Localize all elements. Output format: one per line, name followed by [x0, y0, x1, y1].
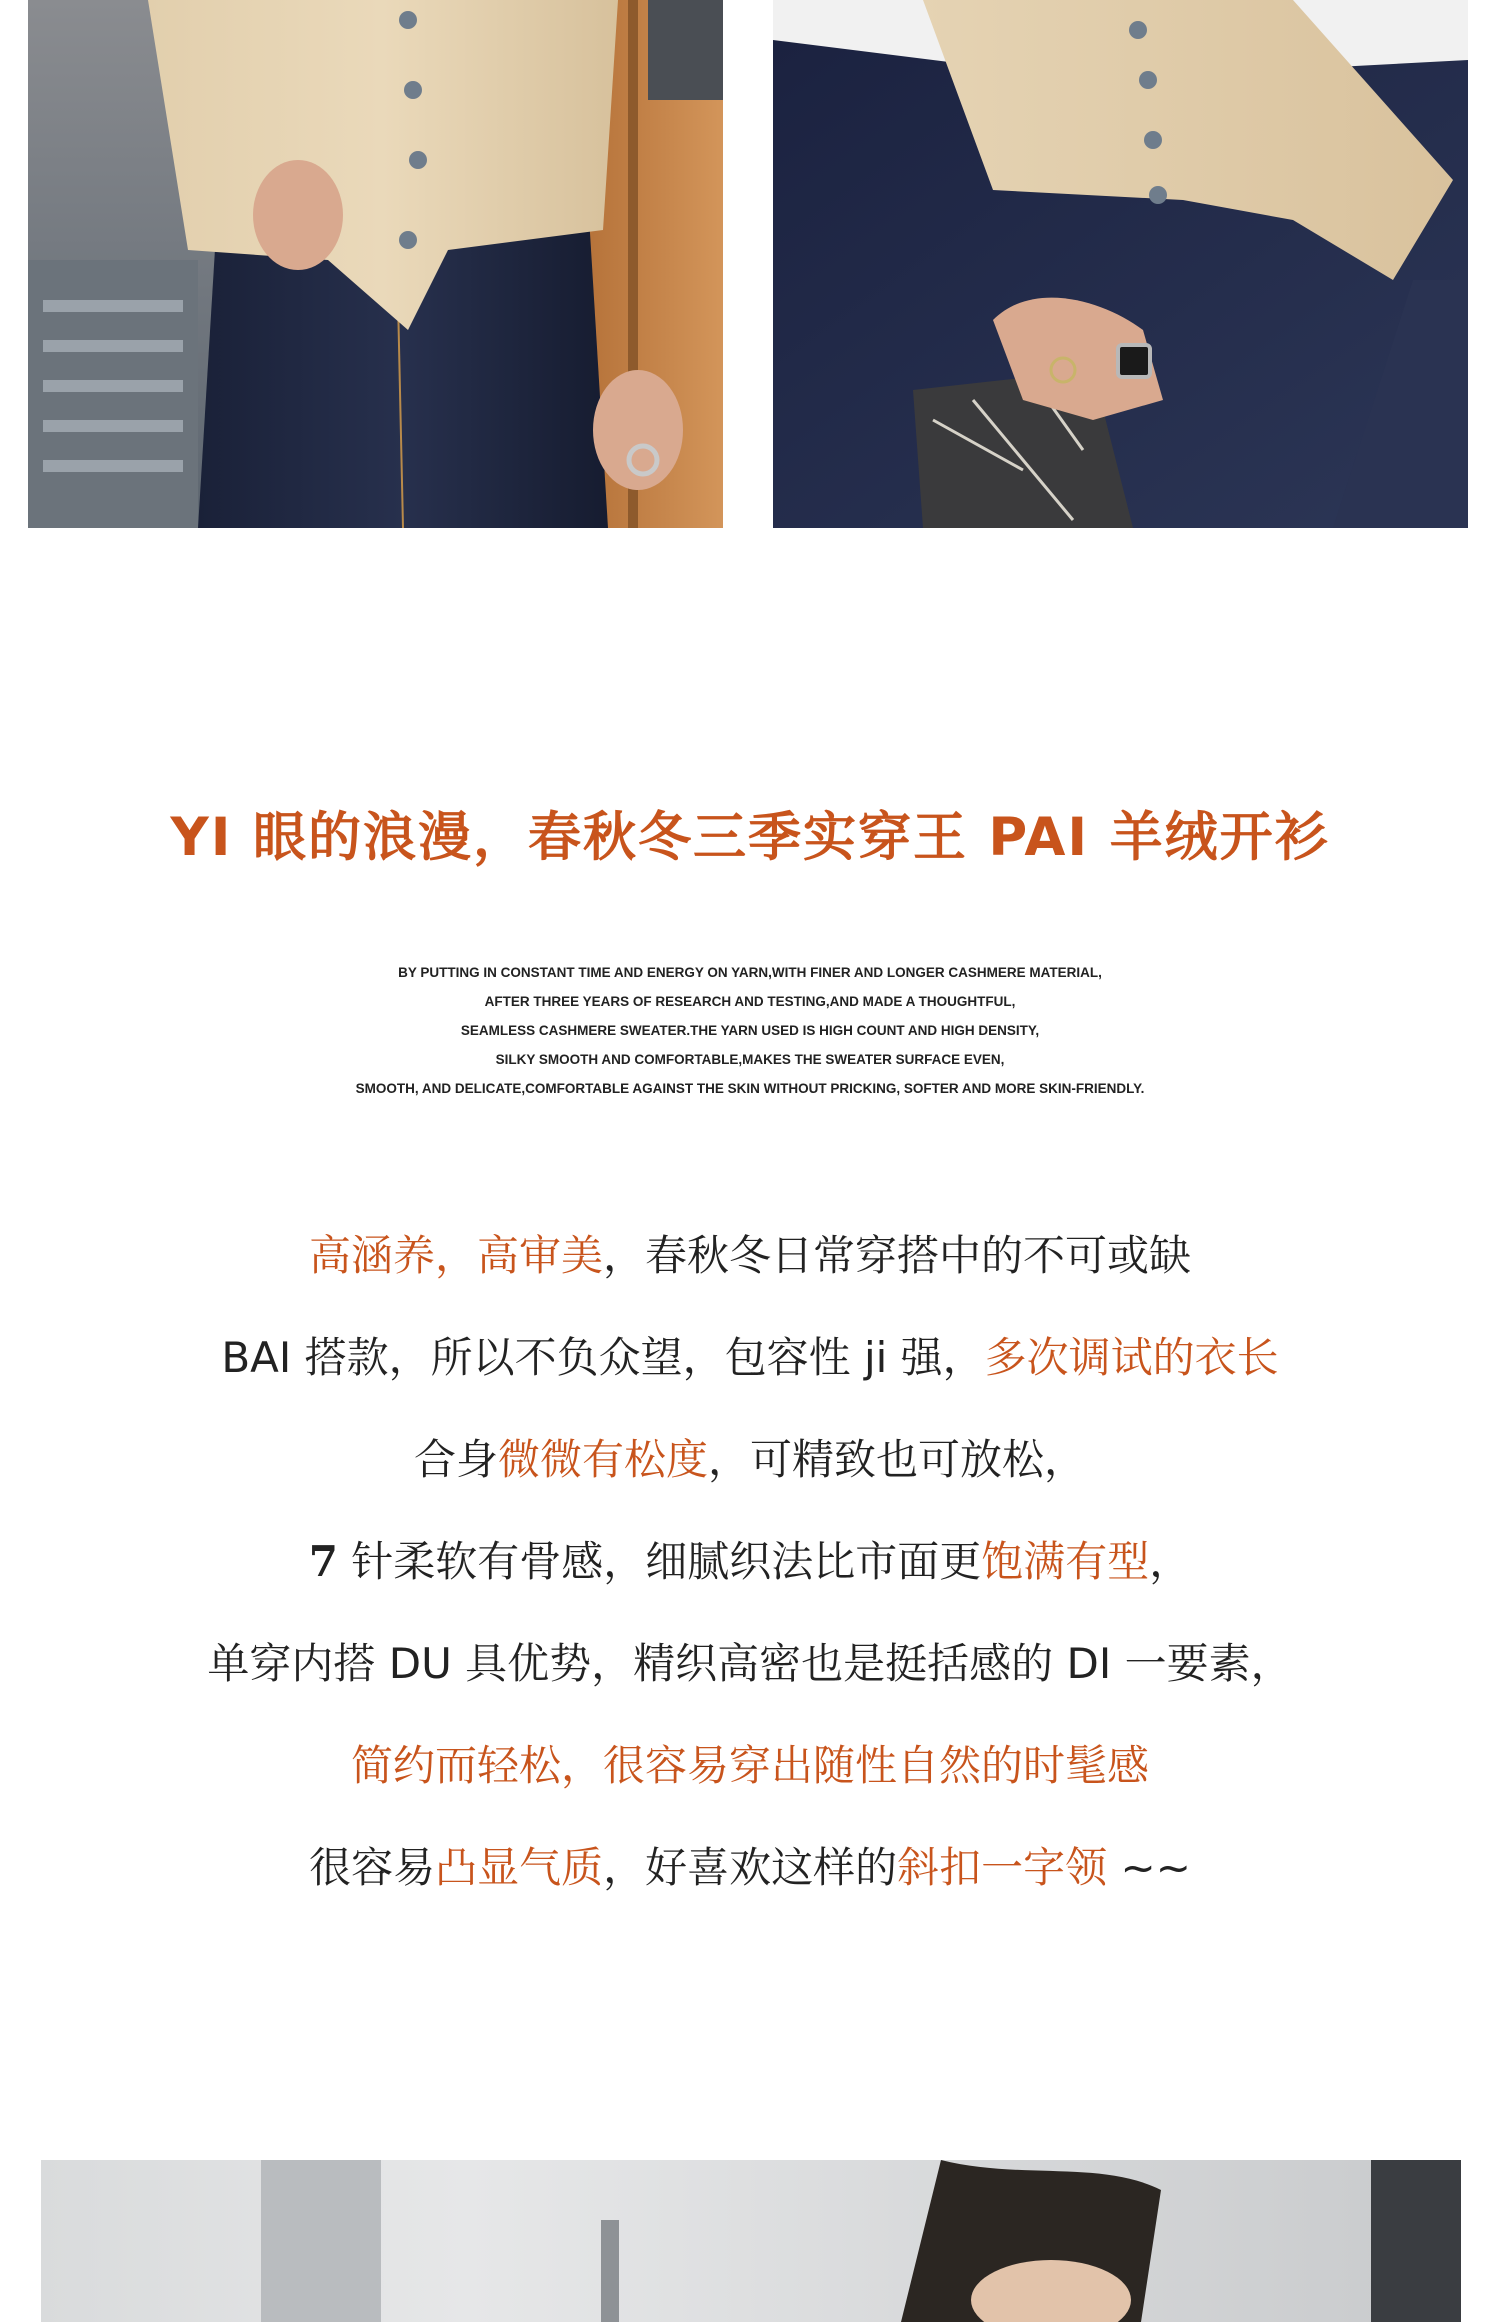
highlight-text: 斜扣一字领 — [897, 1843, 1108, 1892]
headline: YI 眼的浪漫，春秋冬三季实穿王 PAI 羊绒开衫 — [170, 807, 1330, 868]
product-photo-bottom — [41, 2160, 1461, 2322]
body-text: ，春秋冬日常穿搭中的不可或缺 — [603, 1231, 1192, 1280]
body-text: 单穿内搭 DU 具优势，精织高密也是挺括感的 DI 一要素， — [207, 1639, 1293, 1688]
english-description — [0, 958, 1500, 1103]
body-text: ，可精致也可放松， — [708, 1435, 1087, 1484]
highlight-text: 高涵养，高审美 — [308, 1231, 603, 1280]
english-line: BY PUTTING IN CONSTANT TIME AND ENERGY ON YARN,WITH FINER AND LONGER CASHMERE MATERIAL, — [398, 965, 1102, 980]
body-text: 针柔软有骨感，细腻织法比市面更 — [337, 1537, 982, 1586]
chinese-description — [0, 1226, 1500, 1940]
highlight-text: 简约而轻松，很容易穿出随性自然的时髦感 — [350, 1741, 1149, 1790]
body-text: 很容易 — [309, 1843, 436, 1892]
english-line: SEAMLESS CASHMERE SWEATER.THE YARN USED IS HIGH COUNT AND HIGH DENSITY, — [460, 1023, 1040, 1038]
stitch-number: 7 — [308, 1537, 338, 1586]
english-line: SILKY SMOOTH AND COMFORTABLE,MAKES THE SWEATER SURFACE EVEN, — [495, 1052, 1005, 1067]
product-photo-right — [773, 0, 1468, 528]
product-photo-left — [28, 0, 723, 528]
highlight-text: 凸显气质 — [435, 1843, 604, 1892]
body-text: ~~ — [1107, 1843, 1191, 1892]
body-text: ，好喜欢这样的 — [603, 1843, 898, 1892]
description-line-2 — [0, 1328, 1500, 1430]
body-text: ， — [1149, 1537, 1192, 1586]
body-text: 合身 — [413, 1435, 498, 1484]
body-text: BAI 搭款，所以不负众望，包容性 ji 强， — [221, 1333, 985, 1382]
description-line-3 — [0, 1430, 1500, 1532]
english-line: SMOOTH, AND DELICATE,COMFORTABLE AGAINST THE SKIN WITHOUT PRICKING, SOFTER AND MORE SKIN-FRIENDLY. — [355, 1081, 1145, 1096]
description-line-1 — [0, 1226, 1500, 1328]
highlight-text: 饱满有型 — [981, 1537, 1150, 1586]
highlight-text: 微微有松度 — [497, 1435, 708, 1484]
description-line-5 — [0, 1634, 1500, 1736]
english-line: AFTER THREE YEARS OF RESEARCH AND TESTING,AND MADE A THOUGHTFUL, — [484, 994, 1016, 1009]
description-line-7 — [0, 1838, 1500, 1940]
highlight-text: 多次调试的衣长 — [984, 1333, 1279, 1382]
description-line-4 — [0, 1532, 1500, 1634]
description-line-6 — [0, 1736, 1500, 1838]
